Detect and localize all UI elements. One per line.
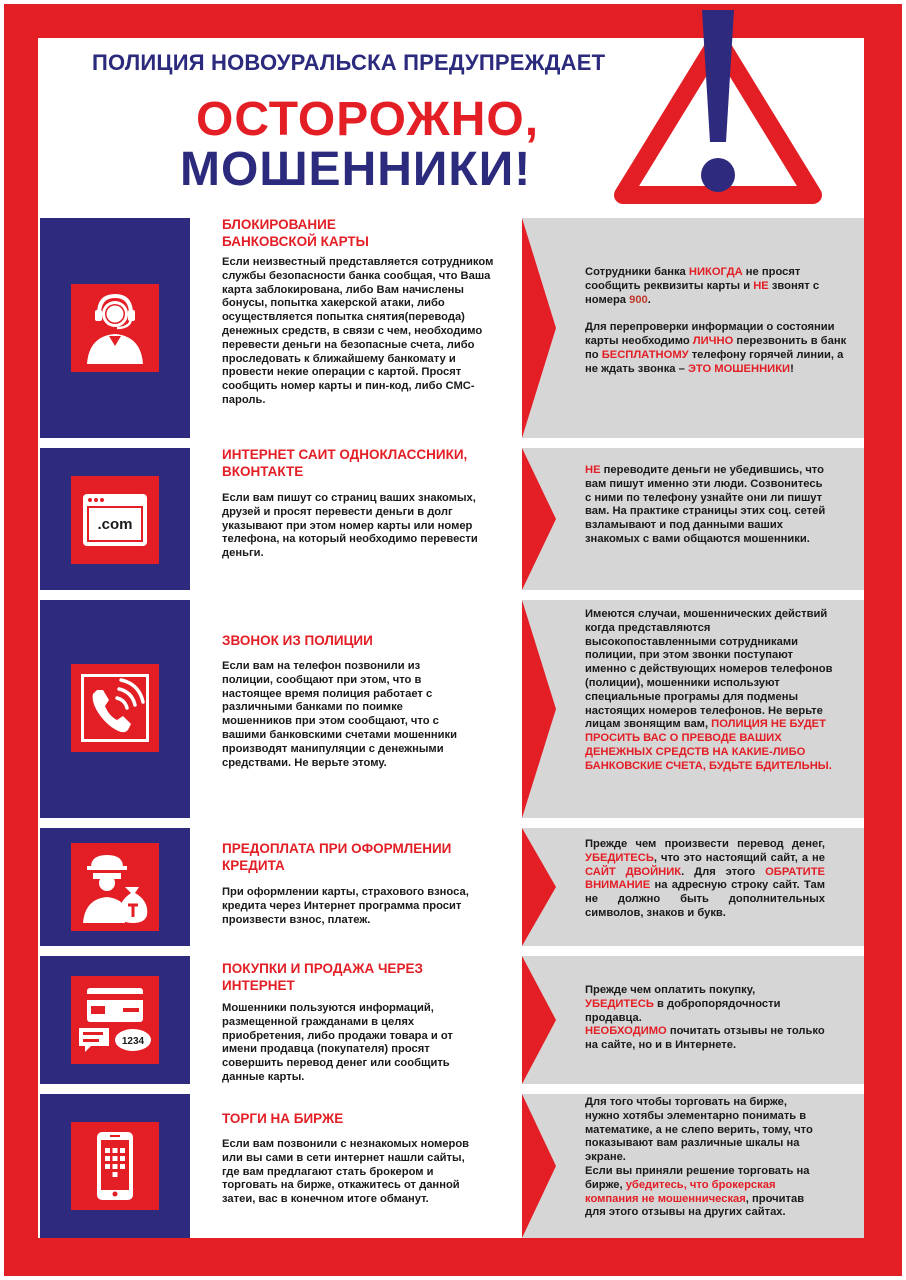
- section-6-advice-p2: Если вы приняли решение торговать на бирже, убедитесь, что брокерская компания не мошенническая, прочитав для этого отзывы на других сайтах.: [585, 1164, 810, 1219]
- section-5-advice: [585, 984, 825, 1053]
- section-6-icon-box: [71, 1122, 159, 1210]
- section-5-body: Мошенники пользуются информаций, размещенной гражданами в целях приобретения, либо продажи товара и от имени продавца (покупателя) просят совершить перевод денег или сообщить данные карты.: [222, 1002, 453, 1083]
- section-3-title: ЗВОНОК ИЗ ПОЛИЦИИ: [222, 633, 373, 648]
- section-6-title: ТОРГИ НА БИРЖЕ: [222, 1111, 344, 1126]
- section-1-body: Если неизвестный представляется сотрудником службы безопасности банка сообщая, что Ваша карта заблокирована, либо Вам начислены бонусы, попытка хакерской атаки, либо осуществляется попытка снятия(перевода) денежных средств, в связи с чем, необходимо перевести деньги на безопасные счета, либо проследовать к ближайшему банкомату и провести некие операции с картой. Просят сообщить номер карты и пин-код, либо СМС-пароль.: [222, 256, 494, 406]
- section-6-advice: [585, 1096, 821, 1220]
- section-3-icon-column: [40, 600, 190, 818]
- section-5-advice-p2: НЕОБХОДИМО почитать отзывы не только на сайте, но и в Интернете.: [585, 1025, 825, 1052]
- section-5-title: ПОКУПКИ И ПРОДАЖА ЧЕРЕЗ ИНТЕРНЕТ: [222, 961, 423, 993]
- section-4-icon-box: [71, 843, 159, 931]
- section-4-advice: Прежде чем произвести перевод денег, УБЕДИТЕСЬ, что это настоящий сайт, а не САЙТ ДВОЙНИК. Для этого ОБРАТИТЕ ВНИМАНИЕ на адресную строку сайт. Там не должно быть дополнительных символов, знаков и букв.: [585, 838, 825, 919]
- svg-text:1234: 1234: [121, 1036, 145, 1047]
- section-2-advice: НЕ переводите деньги не убедившись, что вам пишут именно эти люди. Созвонитесь с ними по телефону узнайте они ли пишут вам. На практике страницы этих соц. сетей взламывают и под данными ваших знакомых с вами общаются мошенники.: [585, 464, 826, 545]
- poster-title-line2: МОШЕННИКИ!: [180, 143, 532, 196]
- poster-title-line1: ОСТОРОЖНО,: [196, 93, 540, 146]
- section-2-body: Если вам пишут со страниц ваших знакомых, друзей и просят перевести деньги в долг указывают при этом номер карты или номер телефона, на который необходимо перевести деньги.: [222, 492, 478, 560]
- warning-triangle-icon: [608, 10, 828, 210]
- svg-text:.com: .com: [97, 516, 133, 533]
- section-1-title: БЛОКИРОВАНИЕ БАНКОВСКОЙ КАРТЫ: [222, 217, 369, 249]
- section-5-advice-p1: Прежде чем оплатить покупку, УБЕДИТЕСЬ в добропорядочности продавца.: [585, 984, 781, 1024]
- section-1-icon-box: [71, 284, 159, 372]
- section-3-icon-box: [71, 664, 159, 752]
- section-5-icon-column: [40, 956, 190, 1084]
- smartphone-keypad-icon: [77, 1128, 153, 1204]
- operator-headset-icon: [77, 290, 153, 366]
- section-6-icon-column: [40, 1094, 190, 1238]
- section-2-title: ИНТЕРНЕТ САИТ ОДНОКЛАССНИКИ, ВКОНТАКТЕ: [222, 447, 468, 479]
- section-4-body: При оформлении карты, страхового взноса, кредита через Интернет программа просит произвести взнос, платеж.: [222, 886, 469, 926]
- phone-ringing-icon: [77, 670, 153, 746]
- section-2-icon-box: [71, 476, 159, 564]
- section-1-icon-column: [40, 218, 190, 438]
- section-1-advice-p2: Для перепроверки информации о состоянии карты необходимо ЛИЧНО перезвонить в банк по БЕСПЛАТНОМУ телефону горячей линии, а не ждать звонка – ЭТО МОШЕННИКИ!: [585, 321, 847, 375]
- poster-subtitle: ПОЛИЦИЯ НОВОУРАЛЬСКА ПРЕДУПРЕЖДАЕТ: [92, 50, 606, 75]
- section-5-icon-box: [71, 976, 159, 1064]
- section-3-advice: Имеются случаи, мошеннических действий когда представляются высокопоставленными сотрудниками полиции, при этом звонки поступают именно с действующих номеров телефонов (полиции), мошенники используют специальные програмы для подмены настоящих номеров телефонов. Не верьте лицам звонящим вам, ПОЛИЦИЯ НЕ БУДЕТ ПРОСИТЬ ВАС О ПРЕВОДЕ ВАШИХ ДЕНЕЖНЫХ СРЕДСТВ НА КАКИЕ-ЛИБО БАНКОВСКИЕ СЧЕТА, БУДЬТЕ БДИТЕЛЬНЫ.: [585, 608, 833, 772]
- section-2-icon-column: [40, 448, 190, 590]
- section-4-title: ПРЕДОПЛАТА ПРИ ОФОРМЛЕНИИ КРЕДИТА: [222, 841, 452, 873]
- section-1-advice: [585, 266, 847, 377]
- browser-window-icon: [77, 482, 153, 558]
- card-and-chat-icon: [77, 982, 153, 1058]
- thief-with-money-bag-icon: [77, 849, 153, 925]
- section-4-icon-column: [40, 828, 190, 946]
- section-3-body: Если вам на телефон позвонили из полиции, сообщают при этом, что в настоящее время полиция работает с различными банками по поимке мошенников при этом сообщают, что с вашими банковскими счетами мошенники производят манипуляции с денежными средствами. Не верьте этому.: [222, 660, 457, 769]
- section-6-body: Если вам позвонили с незнакомых номеров или вы сами в сети интернет нашли сайты, где вам предлагают стать брокером и торговать на бирже, откажитесь от данной затеи, вас в конечном итоге обманут.: [222, 1138, 470, 1206]
- section-1-advice-p1: Сотрудники банка НИКОГДА не просят сообщить реквизиты карты и НЕ звонят с номера 900.: [585, 266, 820, 306]
- section-6-advice-p1: Для того чтобы торговать на бирже, нужно хотябы элементарно понимать в математике, а не слепо верить, тому, что показывают вам различные шкалы на экране.: [585, 1096, 813, 1164]
